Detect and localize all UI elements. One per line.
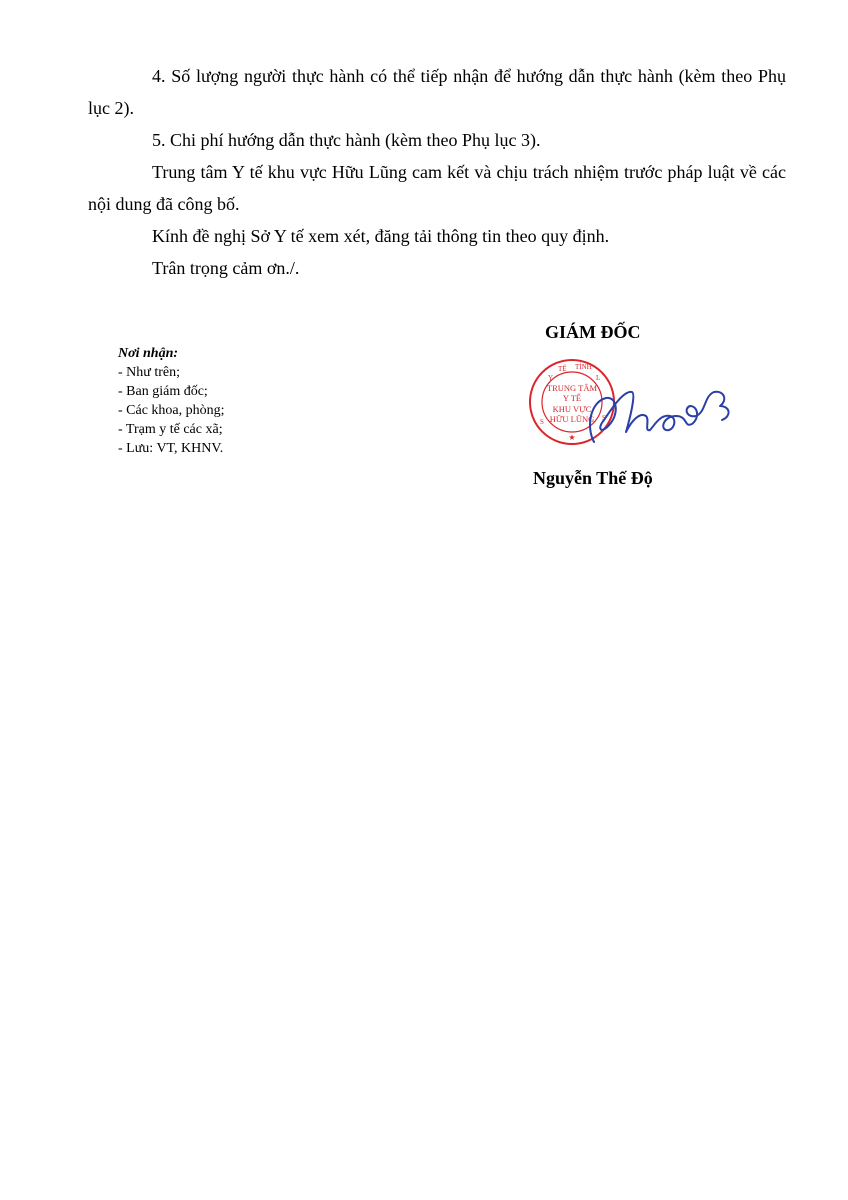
paragraph: 4. Số lượng người thực hành có thể tiếp nhận để hướng dẫn thực hành (kèm theo Phụ lục 2).	[88, 66, 786, 118]
svg-text:HỮU LŨNG: HỮU LŨNG	[549, 414, 595, 424]
recipient-item: - Ban giám đốc;	[118, 384, 208, 399]
paragraph: Trung tâm Y tế khu vực Hữu Lũng cam kết và chịu trách nhiệm trước pháp luật về các nội dung đã công bố.	[88, 162, 786, 214]
paragraph: Trân trọng cảm ơn./.	[152, 258, 300, 278]
svg-text:S: S	[602, 414, 606, 422]
recipient-item: - Các khoa, phòng;	[118, 403, 225, 418]
svg-text:★: ★	[568, 433, 576, 442]
svg-text:TRUNG TÂM: TRUNG TÂM	[546, 383, 598, 393]
recipients-block	[118, 344, 225, 458]
svg-text:KHU VỰC: KHU VỰC	[552, 404, 592, 414]
paragraph: 5. Chi phí hướng dẫn thực hành (kèm theo Phụ lục 3).	[152, 130, 541, 150]
svg-text:L: L	[596, 374, 601, 382]
signer-name: Nguyễn Thế Độ	[533, 468, 653, 488]
svg-text:Y TẾ: Y TẾ	[562, 393, 582, 403]
recipient-item: - Trạm y tế các xã;	[118, 422, 223, 437]
paragraph: Kính đề nghị Sở Y tế xem xét, đăng tải thông tin theo quy định.	[152, 226, 610, 246]
svg-text:Y: Y	[548, 374, 554, 382]
svg-text:TỈNH: TỈNH	[575, 363, 592, 371]
handwritten-signature	[580, 372, 740, 452]
document-body	[88, 60, 786, 284]
recipient-item: - Như trên;	[118, 365, 181, 380]
svg-text:TẾ: TẾ	[558, 365, 567, 373]
svg-text:S: S	[540, 418, 544, 426]
signer-title: GIÁM ĐỐC	[545, 322, 641, 342]
recipients-title: Nơi nhận:	[118, 346, 179, 361]
recipient-item: - Lưu: VT, KHNV.	[118, 441, 224, 456]
